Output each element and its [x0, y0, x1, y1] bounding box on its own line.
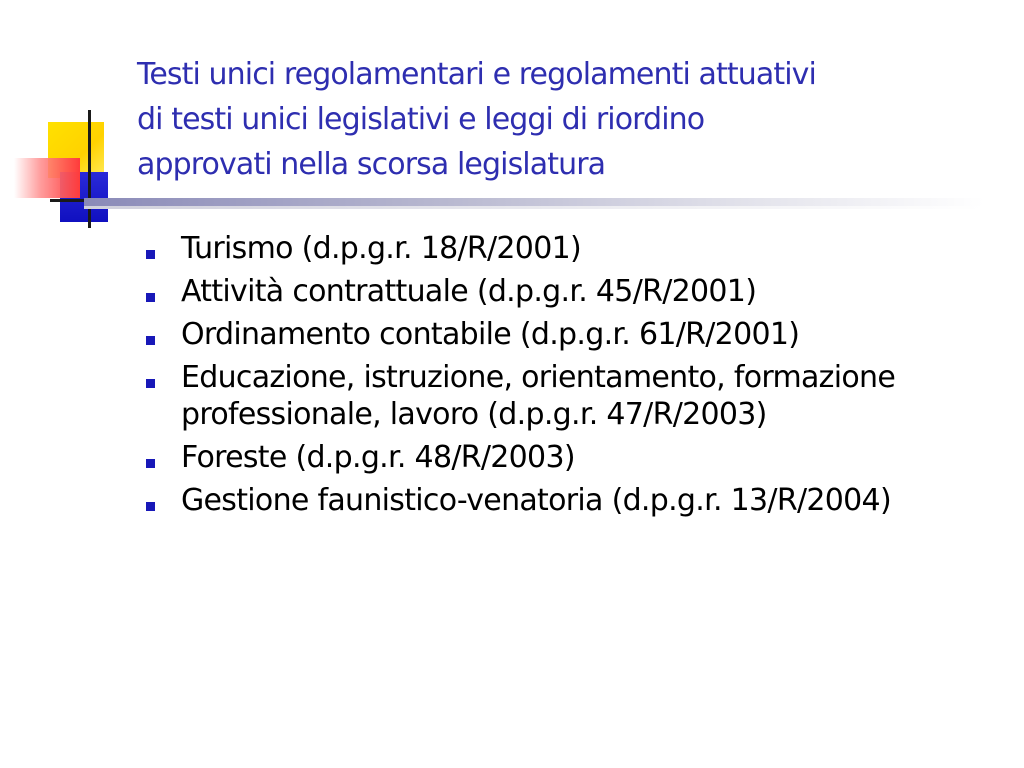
list-item — [146, 439, 986, 476]
square-bullet-icon — [146, 379, 155, 388]
title-underline-shadow — [84, 206, 984, 209]
title-line: Testi unici regolamentari e regolamenti attuativi — [137, 57, 816, 92]
list-item-text: Foreste (d.p.g.r. 48/R/2003) — [181, 440, 575, 475]
list-item-text: Gestione faunistico-venatoria (d.p.g.r. 13/R/2004) — [181, 483, 891, 518]
square-bullet-icon — [146, 293, 155, 302]
title-line: approvati nella scorsa legislatura — [137, 147, 606, 182]
list-item — [146, 230, 986, 267]
square-bullet-icon — [146, 502, 155, 511]
logo-vertical-line — [88, 110, 91, 228]
list-item — [146, 273, 986, 310]
list-item-text: Turismo (d.p.g.r. 18/R/2001) — [181, 231, 581, 266]
list-item-text: Educazione, istruzione, orientamento, formazione professionale, lavoro (d.p.g.r. 47/R/2003) — [181, 360, 896, 432]
list-item — [146, 316, 986, 353]
list-item-text: Ordinamento contabile (d.p.g.r. 61/R/2001) — [181, 317, 800, 352]
list-item — [146, 482, 986, 519]
title-line: di testi unici legislativi e leggi di riordino — [137, 102, 705, 137]
logo-red-square — [14, 158, 80, 198]
list-item — [146, 359, 986, 433]
bullet-list — [146, 230, 986, 525]
square-bullet-icon — [146, 250, 155, 259]
title-underline — [84, 198, 984, 206]
slide-title — [137, 52, 997, 187]
square-bullet-icon — [146, 459, 155, 468]
square-bullet-icon — [146, 336, 155, 345]
list-item-text: Attività contrattuale (d.p.g.r. 45/R/2001) — [181, 274, 757, 309]
